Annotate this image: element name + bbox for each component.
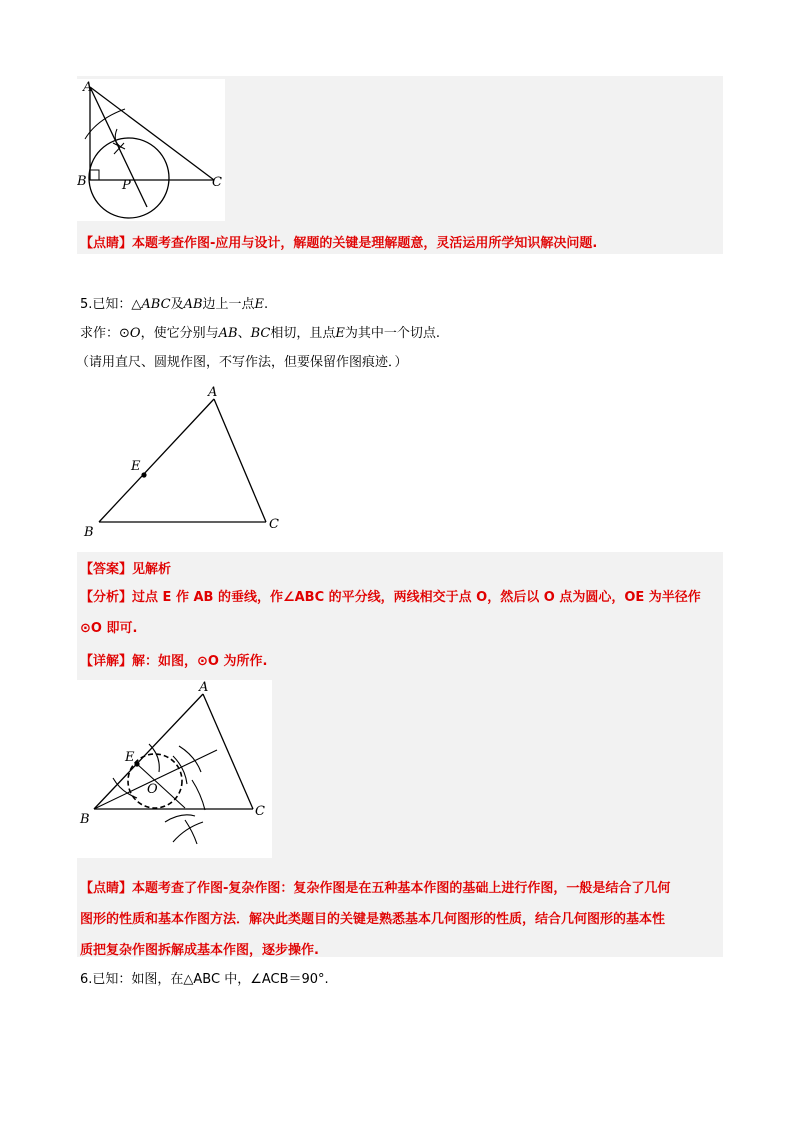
analysis-line1 <box>80 586 701 605</box>
analysis-text: 过点 E 作 AB 的垂线，作∠ABC 的平分线，两线相交于点 O，然后以 O 点为圆心，OE 为半径作 <box>132 590 701 605</box>
block2-text1: 本题考查了作图-复杂作图：复杂作图是在五种基本作图的基础上进行作图，一般是结合了几何 <box>132 881 671 896</box>
fig1-right-angle <box>90 170 99 180</box>
block1-line <box>80 232 597 251</box>
fig3-side-ac <box>203 694 253 809</box>
fig2-point-e <box>141 472 146 477</box>
problem5-given: 5.已知：△ABC及AB边上一点E. <box>80 297 269 312</box>
figure-triangle-e <box>80 382 290 542</box>
fig1-side-ac <box>90 87 214 180</box>
fig3-label-a: A <box>199 680 209 695</box>
analysis-line2: ⊙O 即可. <box>80 621 138 636</box>
block2-line3: 质把复杂作图拆解成基本作图，逐步操作. <box>80 943 319 958</box>
fig2-label-b: B <box>84 525 94 540</box>
figure-tangent-circle <box>77 79 225 221</box>
answer-line <box>80 558 171 577</box>
fig1-label-b: B <box>77 174 87 189</box>
fig1-label-a: A <box>83 80 93 95</box>
problem6-given: 6.已知：如图，在△ABC 中，∠ACB＝90°. <box>80 972 329 987</box>
block1-text: 本题考查作图-应用与设计，解题的关键是理解题意，灵活运用所学知识解决问题. <box>132 236 598 251</box>
problem5-requirement: 求作：⊙O，使它分别与AB、BC相切，且点E为其中一个切点. <box>80 326 440 341</box>
answer-text: 见解析 <box>132 562 172 577</box>
fig1-label-p: P <box>122 178 131 193</box>
analysis-bracket: 【分析】 <box>80 590 133 605</box>
fig2-side-ac <box>214 399 266 522</box>
answer-bracket: 【答案】 <box>80 562 133 577</box>
detail-text: 解：如图，⊙O 为所作. <box>132 654 268 669</box>
fig3-label-b: B <box>80 812 90 827</box>
fig2-label-a: A <box>208 385 218 400</box>
problem5-note: （请用直尺、圆规作图，不写作法，但要保留作图痕迹．） <box>76 355 408 370</box>
figure-construction <box>77 680 272 858</box>
fig2-label-e: E <box>131 459 141 474</box>
fig3-label-o: O <box>147 782 158 797</box>
block2-bracket: 【点睛】 <box>80 881 133 896</box>
fig2-label-c: C <box>269 517 279 532</box>
fig3-label-c: C <box>255 804 265 819</box>
block1-bracket: 【点睛】 <box>80 236 133 251</box>
fig3-label-e: E <box>125 750 135 765</box>
block2-line2: 图形的性质和基本作图方法．解决此类题目的关键是熟悉基本几何图形的性质，结合几何图形的基本性 <box>80 912 666 927</box>
fig1-arc <box>85 109 125 139</box>
fig3-point-e <box>134 761 139 766</box>
detail-line <box>80 650 267 669</box>
fig1-bisector <box>90 87 147 207</box>
fig1-label-c: C <box>212 175 222 190</box>
block2-line1 <box>80 877 670 896</box>
fig3-bisector <box>94 750 217 809</box>
fig3-perpendicular <box>137 764 185 808</box>
fig2-side-ab <box>99 399 214 522</box>
detail-bracket: 【详解】 <box>80 654 133 669</box>
